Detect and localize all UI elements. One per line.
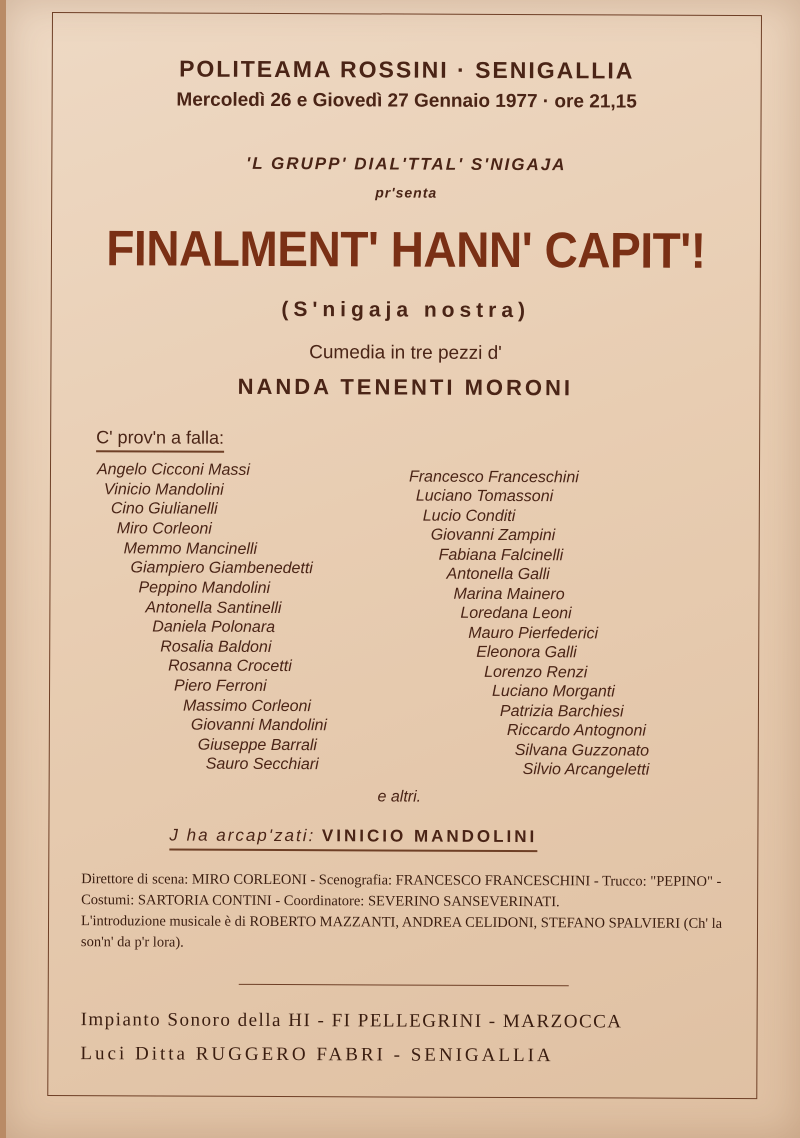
cast-member: Peppino Mandolini <box>138 579 271 597</box>
cast-member: Francesco Franceschini <box>408 468 579 487</box>
cast-member: Riccardo Antognoni <box>506 721 646 740</box>
cast-member: Miro Corleoni <box>116 520 212 538</box>
cast-member: Antonella Galli <box>446 565 550 584</box>
venue-heading: POLITEAMA ROSSINI · SENIGALLIA <box>179 55 635 84</box>
cast-member: Silvana Guzzonato <box>514 742 650 760</box>
cast-others: e altri. <box>377 788 422 806</box>
play-description: Cumedia in tre pezzi d' <box>309 342 502 364</box>
cast-member: Marina Mainero <box>453 585 565 604</box>
cast-member: Angelo Cicconi Massi <box>96 461 250 479</box>
music-credits: L'introduzione musicale è di ROBERTO MAZZANTI, ANDREA CELIDONI, STEFANO SPALVIERI (Ch' la son'n' da p'r lora). <box>80 913 723 951</box>
cast-member: Sauro Secchiari <box>205 755 319 774</box>
cast-member: Daniela Polonara <box>152 618 276 636</box>
director-name: VINICIO MANDOLINI <box>321 826 538 847</box>
cast-member: Luciano Morganti <box>492 682 615 701</box>
cast-heading: C' prov'n a falla: <box>96 427 224 453</box>
play-author: NANDA TENENTI MORONI <box>237 373 574 401</box>
cast-member: Luciano Tomassoni <box>415 487 554 506</box>
cast-member: Rosalia Baldoni <box>160 638 272 656</box>
cast-member: Eleonora Galli <box>476 643 577 662</box>
director-label: J ha arcap'zati: <box>169 825 316 846</box>
presents-label: pr'senta <box>375 184 438 201</box>
cast-member: Lorenzo Renzi <box>484 663 588 682</box>
cast-member: Silvio Arcangeletti <box>522 761 650 779</box>
cast-member: Cino Giulianelli <box>110 500 218 518</box>
cast-member: Massimo Corleoni <box>182 697 312 716</box>
production-credits <box>81 869 731 956</box>
performance-dates: Mercoledì 26 e Giovedì 27 Gennaio 1977 · ore 21,15 <box>176 89 637 113</box>
cast-member: Mauro Pierfederici <box>468 624 599 643</box>
cast-member: Giovanni Mandolini <box>190 716 328 735</box>
cast-member: Rosanna Crocetti <box>168 657 292 676</box>
cast-member: Patrizia Barchiesi <box>499 702 624 721</box>
cast-member: Lucio Conditi <box>422 507 516 526</box>
cast-member: Loredana Leoni <box>460 604 572 623</box>
theatre-group-name: 'L GRUPP' DIAL'TTAL' S'NIGAJA <box>246 153 567 175</box>
lights-credit: Luci Ditta RUGGERO FABRI - SENIGALLIA <box>80 1043 554 1067</box>
cast-member: Antonella Santinelli <box>145 599 282 618</box>
cast-member: Giuseppe Barrali <box>197 736 318 755</box>
cast-member: Fabiana Falcinelli <box>438 546 564 565</box>
crew-credits: Direttore di scena: MIRO CORLEONI - Scenografia: FRANCESCO FRANCESCHINI - Trucco: "PEPINO" - Costumi: SARTORIA CONTINI - Coordinatore: SEVERINO SANSEVERINATI. <box>81 871 722 911</box>
cast-member: Giampiero Giambenedetti <box>130 559 313 578</box>
cast-member: Memmo Mancinelli <box>123 540 258 558</box>
play-subtitle: (S'nigaja nostra) <box>281 298 531 323</box>
cast-member: Vinicio Mandolini <box>103 481 224 499</box>
border-frame <box>47 12 762 1099</box>
program-sheet <box>6 0 800 1138</box>
director-line <box>169 826 537 853</box>
play-title: FINALMENT' HANN' CAPIT'! <box>106 220 706 279</box>
cast-member: Giovanni Zampini <box>430 526 556 545</box>
cast-member: Piero Ferroni <box>174 677 267 695</box>
sound-credit: Impianto Sonoro della HI - FI PELLEGRINI - MARZOCCA <box>80 1009 623 1033</box>
